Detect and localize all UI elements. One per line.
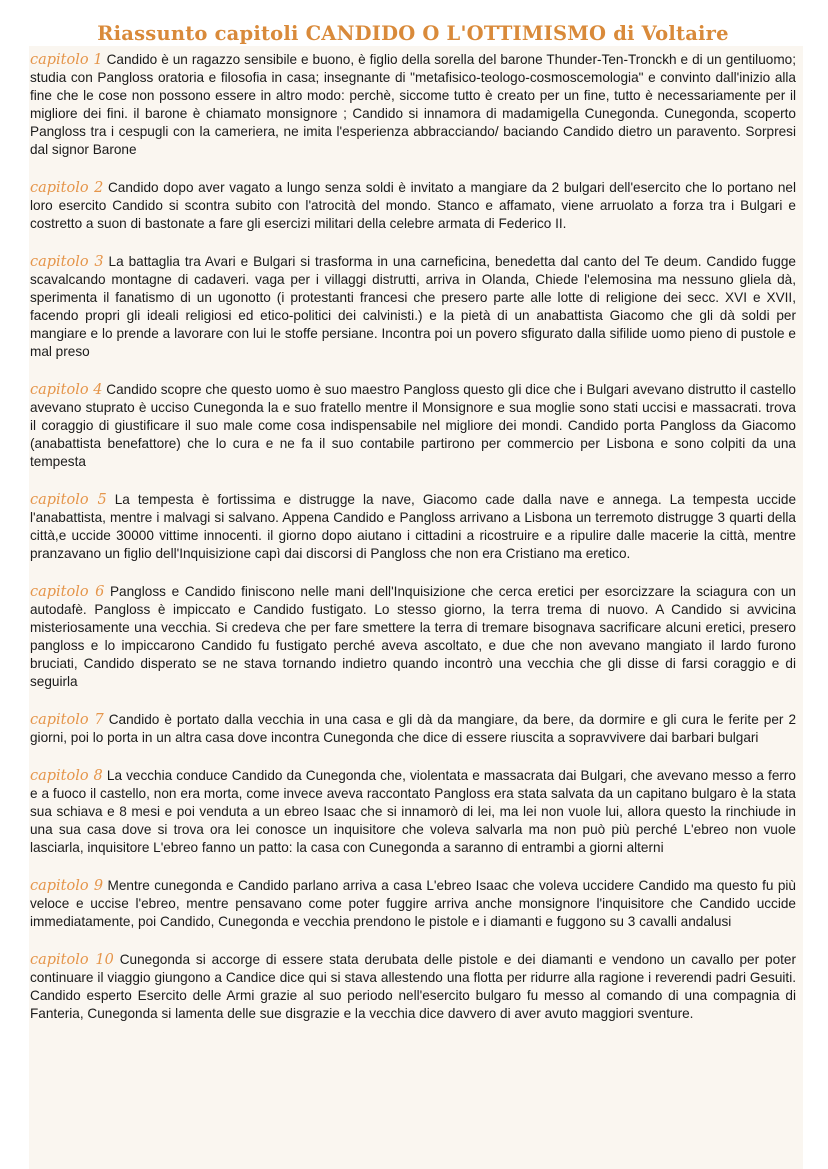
chapter-text: La tempesta è fortissima e distrugge la nave, Giacomo cade dalla nave e annega. La tempesta uccide l'anabattista, mentre i malvagi si salvano. Appena Candido e Pangloss arrivano a Lisbona un terremoto distrugge 3 quarti della città,e uccide 30000 vittime innocenti. il giorno dopo aiutano i cittadini a ricostruire e a ripulire dalle macerie la città, mentre pranzavano un figlio dell'Inquisizione capì dai discorsi di Pangloss che non era Cristiano ma eretico. — [30, 492, 797, 561]
chapter-paragraph — [30, 583, 796, 691]
chapter-label: capitolo 1 — [30, 52, 103, 68]
chapter-paragraph — [30, 253, 796, 361]
chapter-text: Candido dopo aver vagato a lungo senza soldi è invitato a mangiare da 2 bulgari dell'esercito che lo portano nel loro esercito Candido si scontra subito con l'atrocità del mondo. Stanco e affamato, viene arruolato a forza tra i Bulgari e costretto a suon di bastonate a fare gli esercizi militari della celebre armata di Federico II. — [30, 180, 796, 231]
chapter-label: capitolo 7 — [30, 712, 104, 728]
chapter-label: capitolo 5 — [30, 492, 107, 508]
chapter-list — [30, 51, 796, 1023]
chapter-text: Candido è un ragazzo sensibile e buono, è figlio della sorella del barone Thunder-Ten-Tronckh e di un gentiluomo; studia con Pangloss oratoria e filosofia in casa; insegnante di "metafisico-teologo-cosmoscemologia" e convinto dall'inizio alla fine che le cose non possono essere in altro modo: perchè, siccome tutto è creato per un fine, tutto è necessariamente per il migliore dei fini. il barone è chiamato monsignore ; Candido si innamora di madamigella Cunegonda. Cunegonda, scoperto Pangloss tra i cespugli con la cameriera, ne imita l'esperienza abbracciando/ baciando Candido dietro un paravento. Sorpresi dal signor Barone — [30, 52, 796, 157]
chapter-text: Candido scopre che questo uomo è suo maestro Pangloss questo gli dice che i Bulgari avevano distrutto il castello avevano stuprato è ucciso Cunegonda la e suo fratello mentre il Monsignore e sua moglie sono stati uccisi e massacrati. trova il coraggio di giustificare il suo male come cosa indispensabile nel migliore dei mondi. Candido porta Pangloss da Giacomo (anabattista benefattore) che lo cura e ne fa il suo contabile partirono per commercio per Lisbona e sono colpiti da una tempesta — [30, 382, 796, 469]
chapter-paragraph — [30, 767, 796, 857]
chapter-text: Cunegonda si accorge di essere stata derubata delle pistole e dei diamanti e vendono un cavallo per poter continuare il viaggio giungono a Candice dice qui si stava allestendo una flotta per ridurre alla ragione i reverendi padri Gesuiti. Candido esperto Esercito delle Armi grazie al suo periodo nell'esercito bulgaro fu messo al comando di una compagnia di Fanteria, Cunegonda si lamenta delle sue disgrazie e la vecchia dice davvero di aver avuto maggiori sventure. — [30, 952, 797, 1021]
chapter-paragraph — [30, 711, 796, 747]
chapter-label: capitolo 8 — [30, 768, 103, 784]
chapter-paragraph — [30, 491, 796, 563]
chapter-text: Candido è portato dalla vecchia in una casa e gli dà da mangiare, da bere, da dormire e gli cura le ferite per 2 giorni, poi lo porta in un altra casa dove incontra Cunegonda che dice di essere riuscita a sopravvivere dai barbari bulgari — [30, 712, 796, 745]
chapter-label: capitolo 6 — [30, 584, 105, 600]
chapter-paragraph — [30, 381, 796, 471]
chapter-label: capitolo 10 — [30, 952, 114, 968]
chapter-paragraph — [30, 951, 796, 1023]
chapter-text: La battaglia tra Avari e Bulgari si trasforma in una carneficina, benedetta dal canto del Te deum. Candido fugge scavalcando montagne di cadaveri. vaga per i villaggi distrutti, arriva in Olanda, Chiede l'elemosina ma nessuno gliela dà, sperimenta il fanatismo di un ugonotto (i protestanti francesi che presero parte alle lotte di religione dei secc. XVI e XVII, facendo propri gli ideali religiosi ed etico-politici dei calvinisti.) e la pietà di un anabattista Giacomo che gli dà soldi per mangiare e lo prende a lavorare con lui le stoffe persiane. Incontra poi un povero sfigurato dalla sifilide uomo pieno di pustole e mal preso — [30, 254, 796, 359]
chapter-text: Mentre cunegonda e Candido parlano arriva a casa L'ebreo Isaac che voleva uccidere Candido ma questo fu più veloce e uccise l'ebreo, mentre pensavano come poter fuggire arriva anche monsignore l'inquisitore che Candido uccide immediatamente, poi Candido, Cunegonda e vecchia prendono le pistole e i diamanti e fuggono su 3 cavalli andalusi — [30, 878, 796, 929]
chapter-paragraph — [30, 51, 796, 159]
chapter-paragraph — [30, 179, 796, 233]
chapter-label: capitolo 9 — [30, 878, 104, 894]
chapter-text: La vecchia conduce Candido da Cunegonda che, violentata e massacrata dai Bulgari, che avevano messo a ferro e a fuoco il castello, non era morta, come invece aveva raccontato Pangloss era stata salvata da un capitano bulgaro è la stata sua schiava e 8 mesi e poi venduta a un ebreo Isaac che si innamorò di lei, ma lei non vuole lui, allora questo la rinchiude in una sua casa dove si trova ora lei conosce un inquisitore che voleva salvarla ma non può più perché L'ebreo non vuole lasciarla, inquisitore L'ebreo fanno un patto: la casa con Cunegonda a saranno di entrambi a giorni alterni — [30, 768, 796, 855]
chapter-text: Pangloss e Candido finiscono nelle mani dell'Inquisizione che cerca eretici per esorcizzare la sciagura con un autodafè. Pangloss è impiccato e Candido fustigato. Lo stesso giorno, la terra trema di nuovo. A Candido si avvicina misteriosamente una vecchia. Si credeva che per fare smettere la terra di tremare bisognava sacrificare alcuni eretici, presero pangloss e lo impiccarono Candido fu fustigato perché aveva ascoltato, e due che non avevano mangiato il lardo furono bruciati, Candido disperato se ne stava tornando indietro quando incontrò una vecchia che gli disse di farsi coraggio e di seguirla — [30, 584, 796, 689]
document-title: Riassunto capitoli CANDIDO O L'OTTIMISMO di Voltaire — [97, 22, 729, 45]
chapter-label: capitolo 2 — [30, 180, 104, 196]
chapter-paragraph — [30, 877, 796, 931]
chapter-label: capitolo 4 — [30, 382, 103, 398]
chapter-label: capitolo 3 — [30, 254, 104, 270]
